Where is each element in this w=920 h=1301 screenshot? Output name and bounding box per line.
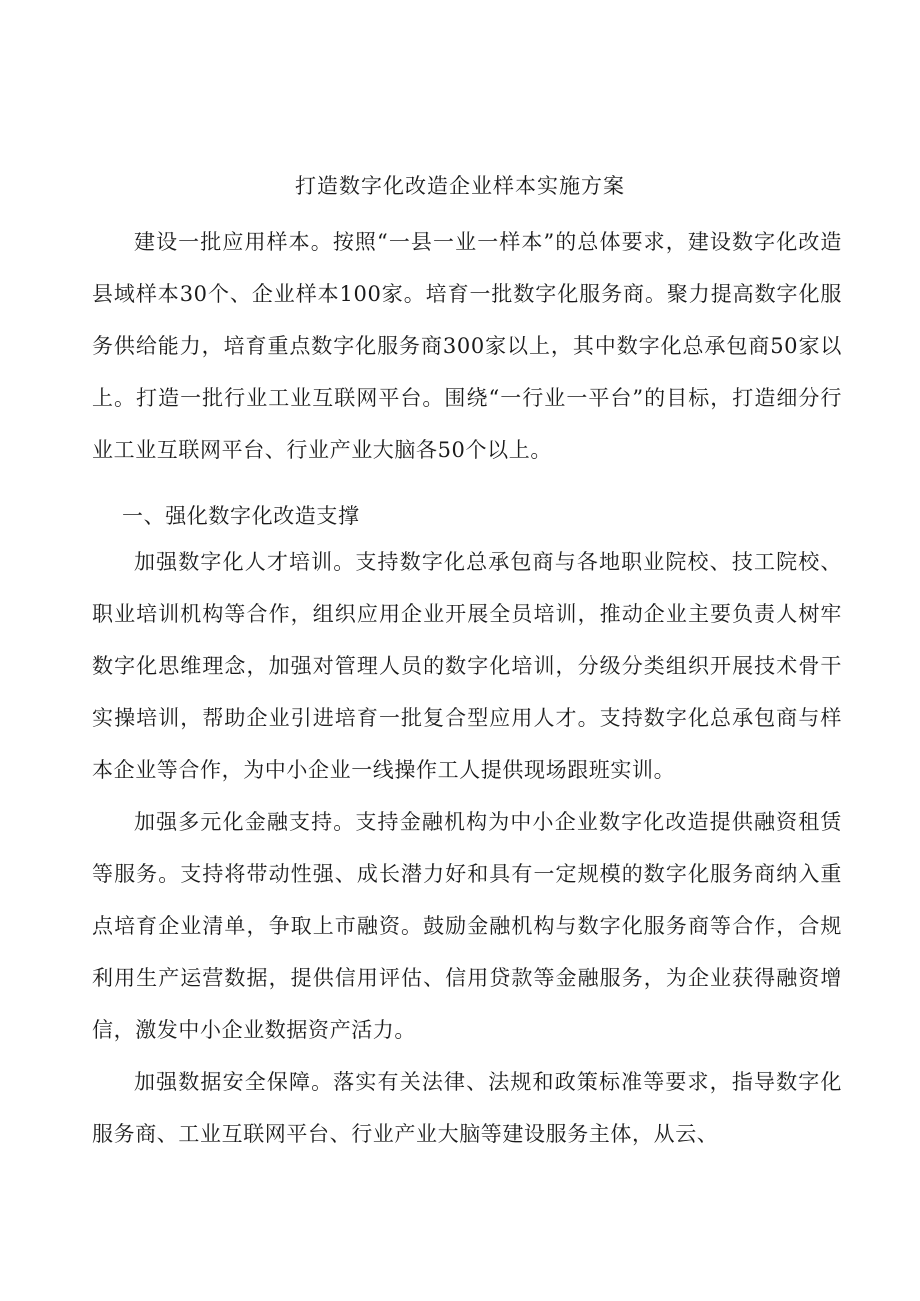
paragraph-financial-support: 加强多元化金融支持。支持金融机构为中小企业数字化改造提供融资租赁等服务。支持将带动性强、成长潜力好和具有一定规模的数字化服务商纳入重点培育企业清单，争取上市融资。鼓励金融机构与数字化服务商等合作，合规利用生产运营数据，提供信用评估、信用贷款等金融服务，为企业获得融资增信，激发中小企业数据资产活力。 xyxy=(92,810,842,1042)
section-heading-1: 一、强化数字化改造支撑 xyxy=(122,504,360,528)
paragraph-application-samples: 建设一批应用样本。按照“一县一业一样本”的总体要求，建设数字化改造县域样本30个、企业样本100家。培育一批数字化服务商。聚力提高数字化服务供给能力，培育重点数字化服务商300家以上，其中数字化总承包商50家以上。打造一批行业工业互联网平台。围绕“一行业一平台”的目标，打造细分行业工业互联网平台、行业产业大脑各50个以上。 xyxy=(92,230,842,462)
document-title: 打造数字化改造企业样本实施方案 xyxy=(295,174,625,198)
paragraph-talent-training: 加强数字化人才培训。支持数字化总承包商与各地职业院校、技工院校、职业培训机构等合作，组织应用企业开展全员培训，推动企业主要负责人树牢数字化思维理念，加强对管理人员的数字化培训，分级分类组织开展技术骨干实操培训，帮助企业引进培育一批复合型应用人才。支持数字化总承包商与样本企业等合作，为中小企业一线操作工人提供现场跟班实训。 xyxy=(92,550,842,782)
paragraph-data-security: 加强数据安全保障。落实有关法律、法规和政策标准等要求，指导数字化服务商、工业互联网平台、行业产业大脑等建设服务主体，从云、 xyxy=(92,1070,842,1146)
